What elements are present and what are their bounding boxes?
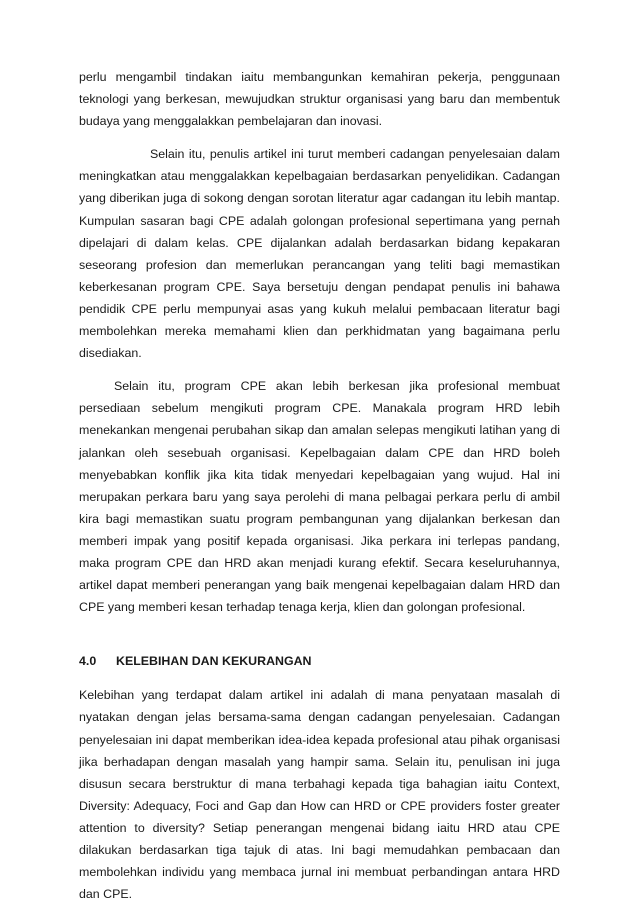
section-heading <box>79 650 560 672</box>
paragraph-strengths: Kelebihan yang terdapat dalam artikel ini adalah di mana penyataan masalah di nyatakan dengan jelas bersama-sama dengan cadangan penyelesaian. Cadangan penyelesaian ini dapat memberikan idea-idea kepada profesional atau pihak organisasi jika berhadapan dengan masalah yang hampir sama. Selain itu, penulisan ini juga disusun secara berstruktur di mana terbahagi kepada tiga bahagian iaitu Context, Diversity: Adequacy, Foci and Gap dan How can HRD or CPE providers foster greater attention to diversity? Setiap penerangan mengenai bidang iaitu HRD atau CPE dilakukan berdasarkan tiga tajuk di atas. Ini bagi memudahkan pembacaan dan membolehkan individu yang membaca jurnal ini membuat perbandingan antara HRD dan CPE. <box>79 688 560 902</box>
paragraph-cpe-effectiveness: Selain itu, program CPE akan lebih berkesan jika profesional membuat persediaan sebelum mengikuti program CPE. Manakala program HRD lebih menekankan mengenai perubahan sikap dan amalan selepas mengikuti latihan yang di jalankan oleh sesebuah organisasi. Kepelbagaian dalam CPE dan HRD boleh menyebabkan konflik jika kita tidak menyedari kepelbagaian yang wujud. Hal ini merupakan perkara baru yang saya perolehi di mana pelbagai perkara perlu di ambil kira bagi memastikan suatu program pembangunan yang dijalankan berkesan dan memberi impak yang positif kepada organisasi. Jika perkara ini terlepas pandang, maka program CPE dan HRD akan menjadi kurang efektif. Secara keseluruhannya, artikel dapat memberi penerangan yang baik mengenai kepelbagaian dalam HRD dan CPE yang memberi kesan terhadap tenaga kerja, klien dan golongan profesional. <box>79 379 560 615</box>
paragraph-proposed-solutions: Selain itu, penulis artikel ini turut memberi cadangan penyelesaian dalam meningkatkan atau menggalakkan kepelbagaian berdasarkan penyelidikan. Cadangan yang diberikan juga di sokong dengan sorotan literatur agar cadangan itu lebih mantap. Kumpulan sasaran bagi CPE adalah golongan profesional sepertimana yang pernah dipelajari di dalam kelas. CPE dijalankan adalah berdasarkan bidang kepakaran seseorang profesion dan memerlukan perancangan yang teliti bagi memastikan keberkesanan program CPE. Saya bersetuju dengan pendapat penulis ini bahawa pendidik CPE perlu mempunyai asas yang kukuh melalui pembacaan literatur bagi membolehkan mereka memahami klien dan perkhidmatan yang bagaimana perlu disediakan. <box>79 147 560 361</box>
paragraph-continuation: perlu mengambil tindakan iaitu membangunkan kemahiran pekerja, penggunaan teknologi yang berkesan, mewujudkan struktur organisasi yang baru dan membentuk budaya yang menggalakkan pembelajaran dan inovasi. <box>79 70 560 129</box>
section-title: KELEBIHAN DAN KEKURANGAN <box>116 654 312 669</box>
document-body <box>79 66 560 905</box>
section-number: 4.0 <box>79 654 97 669</box>
